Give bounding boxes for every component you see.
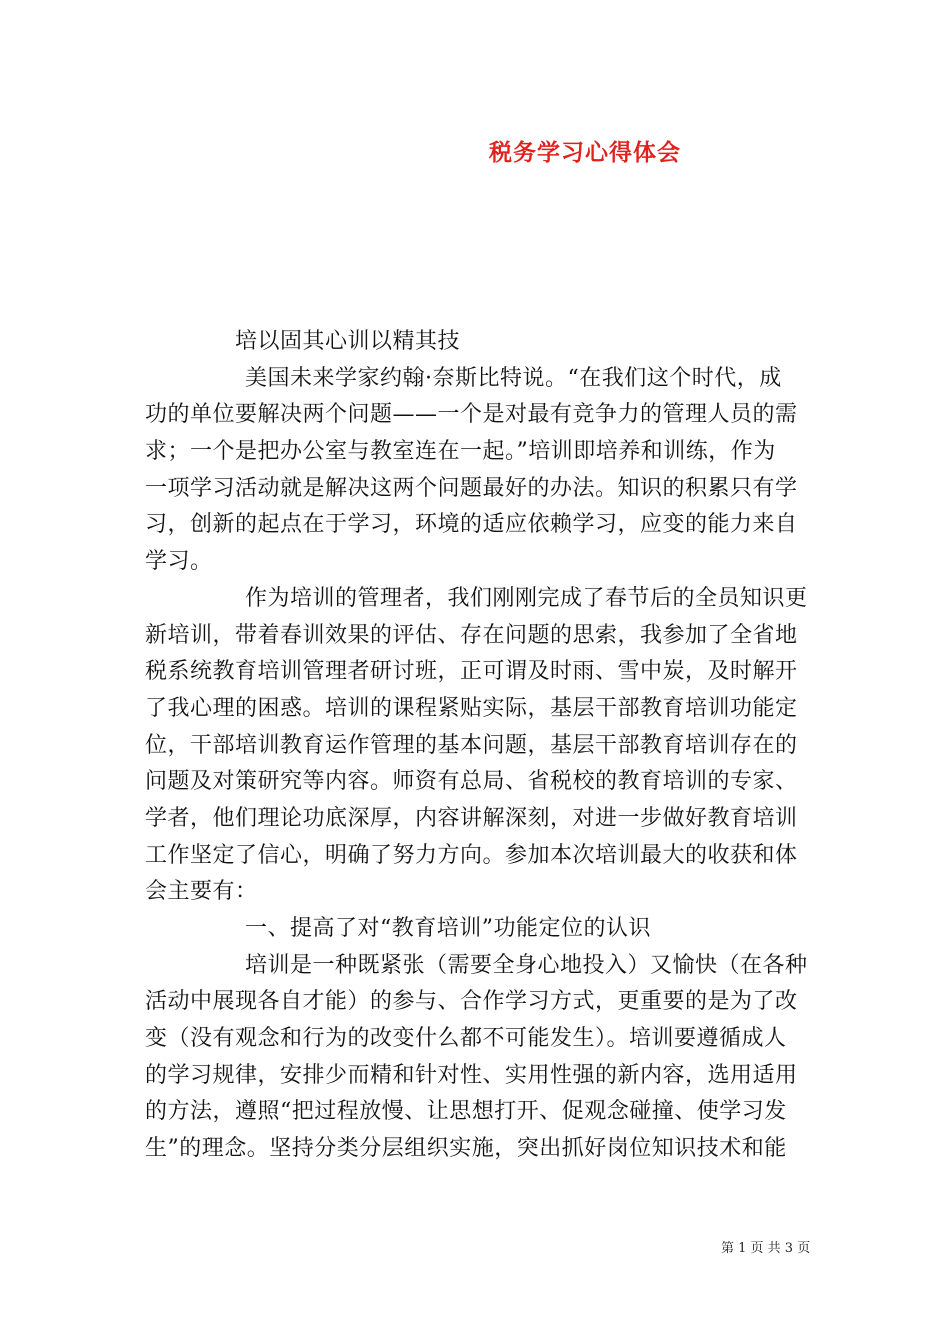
- paragraph-line: 求；一个是把办公室与教室连在一起。”培训即培养和训练，作为: [145, 439, 776, 465]
- document-title: 税务学习心得体会: [489, 139, 681, 166]
- paragraph-line: 税系统教育培训管理者研讨班，正可谓及时雨、雪中炭，及时解开: [145, 659, 798, 685]
- page-number-footer: 第 1 页 共 3 页: [721, 1241, 811, 1256]
- paragraph-line: 生”的理念。坚持分类分层组织实施，突出抓好岗位知识技术和能: [145, 1136, 787, 1162]
- paragraph-line: 问题及对策研究等内容。师资有总局、省税校的教育培训的专家、: [145, 769, 798, 795]
- paragraph-line: 培训是一种既紧张（需要全身心地投入）又愉快（在各种: [245, 952, 808, 978]
- paragraph-line: 的学习规律，安排少而精和针对性、实用性强的新内容，选用适用: [145, 1062, 798, 1088]
- paragraph-line: 学者，他们理论功底深厚，内容讲解深刻，对进一步做好教育培训: [145, 805, 798, 831]
- paragraph-line: 新培训，带着春训效果的评估、存在问题的思索，我参加了全省地: [145, 622, 798, 648]
- paragraph-line: 会主要有：: [145, 879, 258, 905]
- paragraph-line: 变（没有观念和行为的改变什么都不可能发生）。培训要遵循成人: [145, 1026, 787, 1052]
- paragraph-line: 习，创新的起点在于学习，环境的适应依赖学习，应变的能力来自: [145, 512, 798, 538]
- paragraph-line: 的方法，遵照“把过程放慢、让思想打开、促观念碰撞、使学习发: [145, 1099, 787, 1125]
- paragraph-line: 一项学习活动就是解决这两个问题最好的办法。知识的积累只有学: [145, 475, 798, 501]
- paragraph-line: 活动中展现各自才能）的参与、合作学习方式，更重要的是为了改: [145, 989, 798, 1015]
- paragraph-line: 位，干部培训教育运作管理的基本问题，基层干部教育培训存在的: [145, 732, 798, 758]
- paragraph-line: 学习。: [145, 549, 213, 575]
- paragraph-line: 工作坚定了信心，明确了努力方向。参加本次培训最大的收获和体: [145, 842, 798, 868]
- paragraph-line: 了我心理的困惑。培训的课程紧贴实际，基层干部教育培训功能定: [145, 695, 798, 721]
- paragraph-line: 培以固其心训以精其技: [235, 329, 461, 354]
- paragraph-line: 功的单位要解决两个问题——一个是对最有竞争力的管理人员的需: [145, 402, 798, 428]
- paragraph-line: 一、提高了对“教育培训”功能定位的认识: [245, 916, 651, 941]
- document-body: [145, 324, 809, 1168]
- paragraph-line: 美国未来学家约翰·奈斯比特说。“在我们这个时代，成: [245, 365, 782, 391]
- paragraph-line: 作为培训的管理者，我们刚刚完成了春节后的全员知识更: [245, 585, 808, 611]
